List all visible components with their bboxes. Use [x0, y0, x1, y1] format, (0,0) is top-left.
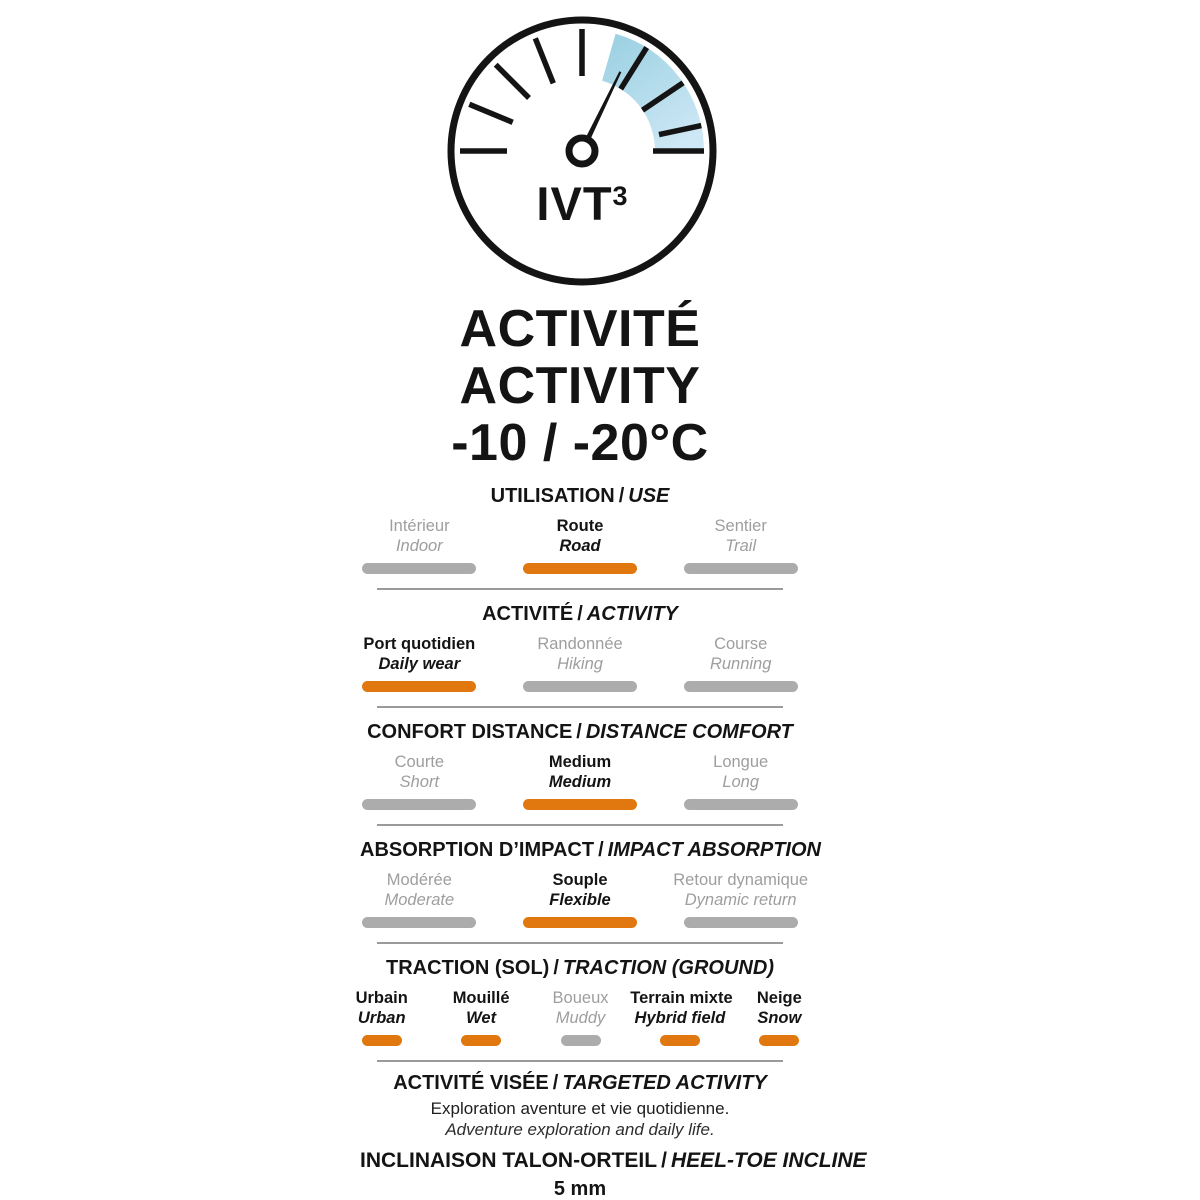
- section-absorption-impact: [360, 838, 821, 944]
- option-label-fr: Terrain mixte: [630, 989, 733, 1007]
- option-label-en: Indoor: [395, 537, 443, 555]
- section-title: [360, 838, 821, 863]
- section-divider: [377, 588, 783, 590]
- option-bar: [684, 799, 798, 810]
- option-row: [339, 634, 821, 692]
- gauge-label: [445, 177, 719, 230]
- option-label-fr: Longue: [713, 753, 769, 771]
- option-label-en: Wet: [466, 1009, 497, 1027]
- targeted-activity-description-en: Adventure exploration and daily life.: [445, 1120, 715, 1139]
- targeted-activity-title-fr: ACTIVITÉ VISÉE: [393, 1072, 549, 1094]
- option-label-en: Dynamic return: [684, 891, 797, 909]
- section-title-separator: /: [553, 957, 559, 979]
- option-bar: [561, 1035, 601, 1046]
- option-bar: [684, 563, 798, 574]
- option-label-fr: Medium: [548, 753, 612, 771]
- heel-toe-incline-title: [360, 1147, 867, 1174]
- option-bar: [523, 563, 637, 574]
- option-retour-dynamique: [660, 870, 821, 928]
- option-label-fr: Mouillé: [452, 989, 510, 1007]
- option-bar: [684, 681, 798, 692]
- option-terrain-mixte: [630, 988, 733, 1046]
- option-label-fr: Port quotidien: [363, 635, 476, 653]
- section-title-fr: ACTIVITÉ: [482, 603, 574, 625]
- option-courte: [339, 752, 500, 810]
- option-label-en: Trail: [725, 537, 757, 555]
- gauge-dial-svg: [445, 14, 719, 288]
- option-bar: [523, 799, 637, 810]
- option-label-fr: Souple: [552, 871, 608, 889]
- title-fr: ACTIVITÉ: [459, 300, 701, 358]
- section-title-en: USE: [628, 485, 670, 507]
- heel-toe-incline-title-fr: INCLINAISON TALON-ORTEIL: [360, 1149, 658, 1172]
- option-label-fr: Retour dynamique: [673, 871, 809, 889]
- section-divider: [377, 942, 783, 944]
- heel-toe-incline-value: 5 mm: [553, 1178, 607, 1200]
- temperature-range: -10 / -20°C: [451, 414, 709, 472]
- option-label-en: Muddy: [555, 1009, 606, 1027]
- section-traction: [355, 956, 802, 1062]
- section-title: [360, 602, 800, 627]
- option-label-en: Short: [399, 773, 440, 791]
- section-title-separator: /: [576, 721, 582, 743]
- option-label-en: Daily wear: [378, 655, 461, 673]
- section-confort-distance: [360, 720, 800, 826]
- option-bar: [362, 563, 476, 574]
- option-randonnee: [500, 634, 661, 692]
- gauge-label-superscript: 3: [612, 181, 628, 211]
- option-neige: [730, 988, 829, 1046]
- option-label-en: Long: [722, 773, 760, 791]
- section-title-separator: /: [577, 603, 583, 625]
- option-bar: [461, 1035, 501, 1046]
- option-bar: [660, 1035, 700, 1046]
- option-label-fr: Course: [714, 635, 768, 653]
- option-row: [332, 988, 829, 1046]
- option-label-fr: Randonnée: [537, 635, 623, 653]
- option-label-en: Running: [709, 655, 772, 673]
- heel-toe-incline-title-separator: /: [661, 1149, 667, 1172]
- option-label-fr: Sentier: [714, 517, 767, 535]
- option-label-en: Flexible: [549, 891, 611, 909]
- option-interieur: [339, 516, 500, 574]
- section-title-separator: /: [598, 839, 604, 861]
- section-title-en: IMPACT ABSORPTION: [607, 839, 821, 861]
- section-title-en: TRACTION (GROUND): [562, 957, 774, 979]
- option-bar: [362, 799, 476, 810]
- heel-toe-incline-title-en: HEEL-TOE INCLINE: [670, 1149, 867, 1172]
- option-boueux: [531, 988, 630, 1046]
- section-title-en: ACTIVITY: [586, 603, 678, 625]
- option-bar: [362, 1035, 402, 1046]
- option-label-fr: Boueux: [552, 989, 609, 1007]
- gauge-hub: [569, 138, 595, 164]
- title-en: ACTIVITY: [459, 357, 701, 415]
- option-bar: [362, 917, 476, 928]
- option-label-fr: Intérieur: [389, 517, 450, 535]
- section-title-fr: ABSORPTION D’IMPACT: [360, 839, 595, 861]
- option-label-en: Hiking: [557, 655, 603, 673]
- option-course: [660, 634, 821, 692]
- option-mouille: [431, 988, 530, 1046]
- section-title: [360, 956, 800, 981]
- section-utilisation: [360, 484, 800, 590]
- option-moderee: [339, 870, 500, 928]
- section-divider: [377, 706, 783, 708]
- option-row: [339, 516, 821, 574]
- option-label-en: Road: [559, 537, 601, 555]
- option-bar: [523, 917, 637, 928]
- option-label-fr: Courte: [394, 753, 445, 771]
- section-title-separator: /: [618, 485, 625, 507]
- option-sentier: [660, 516, 821, 574]
- option-medium: [500, 752, 661, 810]
- section-title: [360, 720, 800, 745]
- gauge-label-text: IVT: [536, 177, 613, 230]
- section-divider: [377, 824, 783, 826]
- section-title: [360, 484, 800, 509]
- option-bar: [684, 917, 798, 928]
- option-souple: [500, 870, 661, 928]
- option-longue: [660, 752, 821, 810]
- spec-panel: [355, 300, 867, 1200]
- option-label-fr: Modérée: [386, 871, 452, 889]
- option-bar: [523, 681, 637, 692]
- option-label-fr: Urbain: [355, 989, 408, 1007]
- option-port-quotidien: [339, 634, 500, 692]
- gauge-icon: [445, 14, 719, 288]
- option-label-en: Medium: [548, 773, 612, 791]
- targeted-activity-description-fr: Exploration aventure et vie quotidienne.: [430, 1099, 730, 1118]
- targeted-activity-title: [360, 1070, 800, 1096]
- option-urbain: [332, 988, 431, 1046]
- section-divider: [377, 1060, 783, 1062]
- option-label-fr: Neige: [756, 989, 802, 1007]
- targeted-activity-title-en: TARGETED ACTIVITY: [562, 1072, 767, 1094]
- option-label-en: Hybrid field: [634, 1009, 726, 1027]
- option-label-en: Moderate: [384, 891, 455, 909]
- section-title-fr: TRACTION (SOL): [386, 957, 550, 979]
- option-route: [500, 516, 661, 574]
- option-label-fr: Route: [556, 517, 604, 535]
- option-row: [339, 752, 821, 810]
- targeted-activity-title-separator: /: [552, 1072, 559, 1094]
- section-title-fr: CONFORT DISTANCE: [367, 721, 573, 743]
- option-row: [339, 870, 821, 928]
- option-bar: [759, 1035, 799, 1046]
- section-activite: [360, 602, 800, 708]
- option-label-en: Snow: [757, 1009, 802, 1027]
- option-label-en: Urban: [357, 1009, 406, 1027]
- option-bar: [362, 681, 476, 692]
- section-title-fr: UTILISATION: [490, 485, 615, 507]
- section-title-en: DISTANCE COMFORT: [585, 721, 793, 743]
